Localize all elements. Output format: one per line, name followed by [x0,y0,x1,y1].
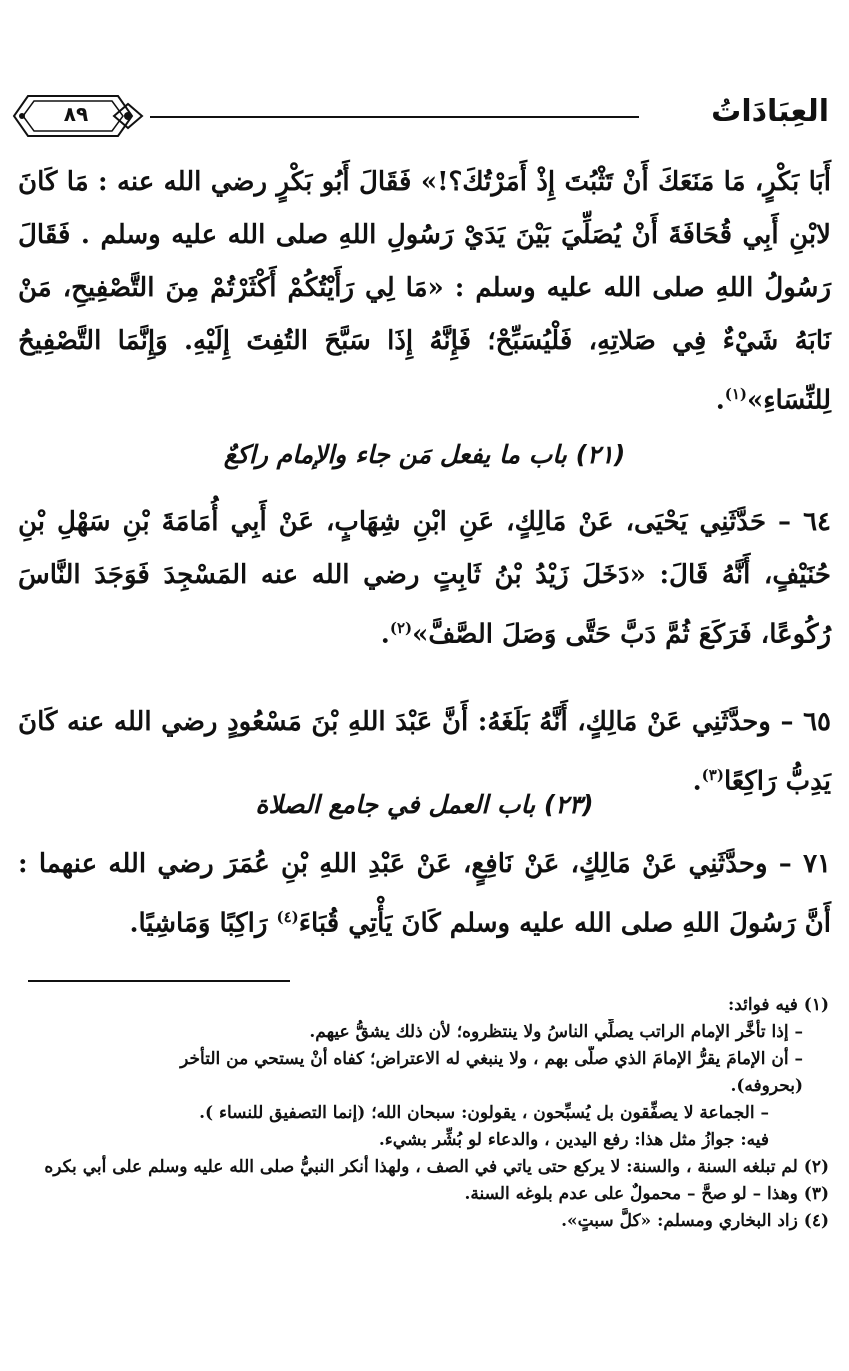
chapter-heading-21: (٢١) باب ما يفعل مَن جاء والإمام راكعٌ [223,440,626,469]
footnote-1-point-cont: (بحروفه). [730,1076,803,1096]
hadith-71 [18,838,831,951]
hadith-continuation: أَبَا بَكْرٍ، مَا مَنَعَكَ أَنْ تَثْبُتَ إِذْ أَمَرْتُكَ؟!» فَقَالَ أَبُو بَكْرٍ رضي الله عنه : مَا كَانَ لابْنِ أَبِي قُحَافَةَ أَنْ يُصَلِّيَ بَيْنَ يَدَيْ رَسُولِ اللهِ صلى الله عليه وسلم . فَقَالَ رَسُولُ اللهِ صلى الله عليه وسلم : «مَا لِي رَأَيْتُكُمْ أَكْثَرْتُمْ مِنَ التَّصْفِيحِ، مَنْ نَابَهُ شَيْءٌ فِي صَلاتِهِ، فَلْيُسَبِّحْ؛ فَإِنَّهُ إِذَا سَبَّحَ التُفِتَ إِلَيْهِ. وَإِنَّمَا التَّصْفِيحُ لِلنِّسَاءِ»$^{(١)}$. [18,167,831,416]
footnote-1-point: – أن الإمامَ يقرُّ الإمامَ الذي صلَّى بهم ، ولا ينبغي له الاعتراض؛ كفاه أنْ يستحي من التأخر [180,1049,803,1069]
hadith-text-end: رَاكِبًا وَمَاشِيًا. [129,908,277,939]
hadith-text: أَبَا بَكْرٍ، مَا مَنَعَكَ أَنْ تَثْبُتَ إِذْ أَمَرْتُكَ؟!» فَقَالَ أَبُو بَكْرٍ رضي الله عنه : مَا كَانَ لابْنِ أَبِي قُحَافَةَ أَنْ يُصَلِّيَ بَيْنَ يَدَيْ رَسُولِ اللهِ صلى الله عليه وسلم . فَقَالَ رَسُولُ اللهِ صلى الله عليه وسلم : «مَا لِي رَأَيْتُكُمْ أَكْثَرْتُمْ مِنَ التَّصْفِيحِ، مَنْ نَابَهُ شَيْءٌ فِي صَلاتِهِ، فَلْيُسَبِّحْ؛ فَإِنَّهُ إِذَا سَبَّحَ التُفِتَ إِلَيْهِ. وَإِنَّمَا التَّصْفِيحُ لِلنِّسَاءِ» [18,167,831,416]
hadith-text: ٦٤ – حَدَّثَنِي يَحْيَى، عَنْ مَالِكٍ، عَنِ ابْنِ شِهَابٍ، عَنْ أَبِي أُمَامَةَ بْنِ سَهْلِ بْنِ حُنَيْفٍ، أَنَّهُ قَالَ: «دَخَلَ زَيْدُ بْنُ ثَابِتٍ رضي الله عنه المَسْجِدَ فَوَجَدَ النَّاسَ رُكُوعًا، فَرَكَعَ ثُمَّ دَبَّ حَتَّى وَصَلَ الصَّفَّ» [18,507,831,650]
header-rule [150,116,639,118]
chapter-heading-23: (٢٣) باب العمل في جامع الصلاة [255,790,594,819]
footnote-1-point: – إذا تأخَّر الإمام الراتب يصلِّي الناسُ ولا ينتظروه؛ لأن ذلك يشقُّ عيهم. [309,1022,803,1042]
running-title: العِبَادَاتُ [711,94,829,129]
footnote-1-note: فيه: جوازُ مثل هذا: رفع اليدين ، والدعاء لو بُشِّر بشيء. [378,1130,769,1150]
footnote-ref: (٤) [276,908,299,926]
footnote-3: (٣) وهذا – لو صحَّ – محمولٌ على عدم بلوغه السنة. [464,1184,829,1204]
footnotes [22,992,829,1235]
footnote-4: (٤) زاد البخاري ومسلم: «كلَّ سبتٍ». [561,1211,829,1231]
hadith-65: ٦٥ – وحدَّثَنِي عَنْ مَالِكٍ، أَنَّهُ بَلَغَهُ: أَنَّ عَبْدَ اللهِ بْنَ مَسْعُودٍ رضي الله عنه كَانَ يَدِبُّ رَاكِعًا$^{(٣)}$. [18,707,831,797]
footnote-1-title: (١) فيه فوائد: [727,995,829,1015]
page-number: ٨٩ [63,102,89,126]
hadith-text: ٦٥ – وحدَّثَنِي عَنْ مَالِكٍ، أَنَّهُ بَلَغَهُ: أَنَّ عَبْدَ اللهِ بْنَ مَسْعُودٍ رضي الله عنه كَانَ يَدِبُّ رَاكِعًا [18,707,831,797]
footnote-ref: (٣) [701,766,724,784]
hadith-64: ٦٤ – حَدَّثَنِي يَحْيَى، عَنْ مَالِكٍ، عَنِ ابْنِ شِهَابٍ، عَنْ أَبِي أُمَامَةَ بْنِ سَهْلِ بْنِ حُنَيْفٍ، أَنَّهُ قَالَ: «دَخَلَ زَيْدُ بْنُ ثَابِتٍ رضي الله عنه المَسْجِدَ فَوَجَدَ النَّاسَ رُكُوعًا، فَرَكَعَ ثُمَّ دَبَّ حَتَّى وَصَلَ الصَّفَّ»$^{(٢)}$. [18,507,831,650]
footnote-2: (٢) لم تبلغه السنة ، والسنة: لا يركع حتى ياتي في الصف ، ولهذا أنكر النبيُّ صلى الله عليه وسلم على أبي بكره [44,1157,829,1177]
footnote-separator [28,980,290,982]
footnote-ref: (١) [724,385,748,403]
page-header [10,92,829,142]
footnote-1-point: – الجماعة لا يصفِّقون بل يُسبِّحون ، يقولون: سبحان الله؛ (إنما التصفيق للنساء ). [199,1103,769,1123]
hadith-text: ٧١ – وحدَّثَنِي عَنْ مَالِكٍ، عَنْ نَافِعٍ، عَنْ عَبْدِ اللهِ بْنِ عُمَرَ رضي الله عنهما : أَنَّ رَسُولَ اللهِ صلى الله عليه وسلم كَانَ يَأْتِي قُبَاءَ [18,849,831,939]
footnote-ref: (٢) [389,619,413,637]
